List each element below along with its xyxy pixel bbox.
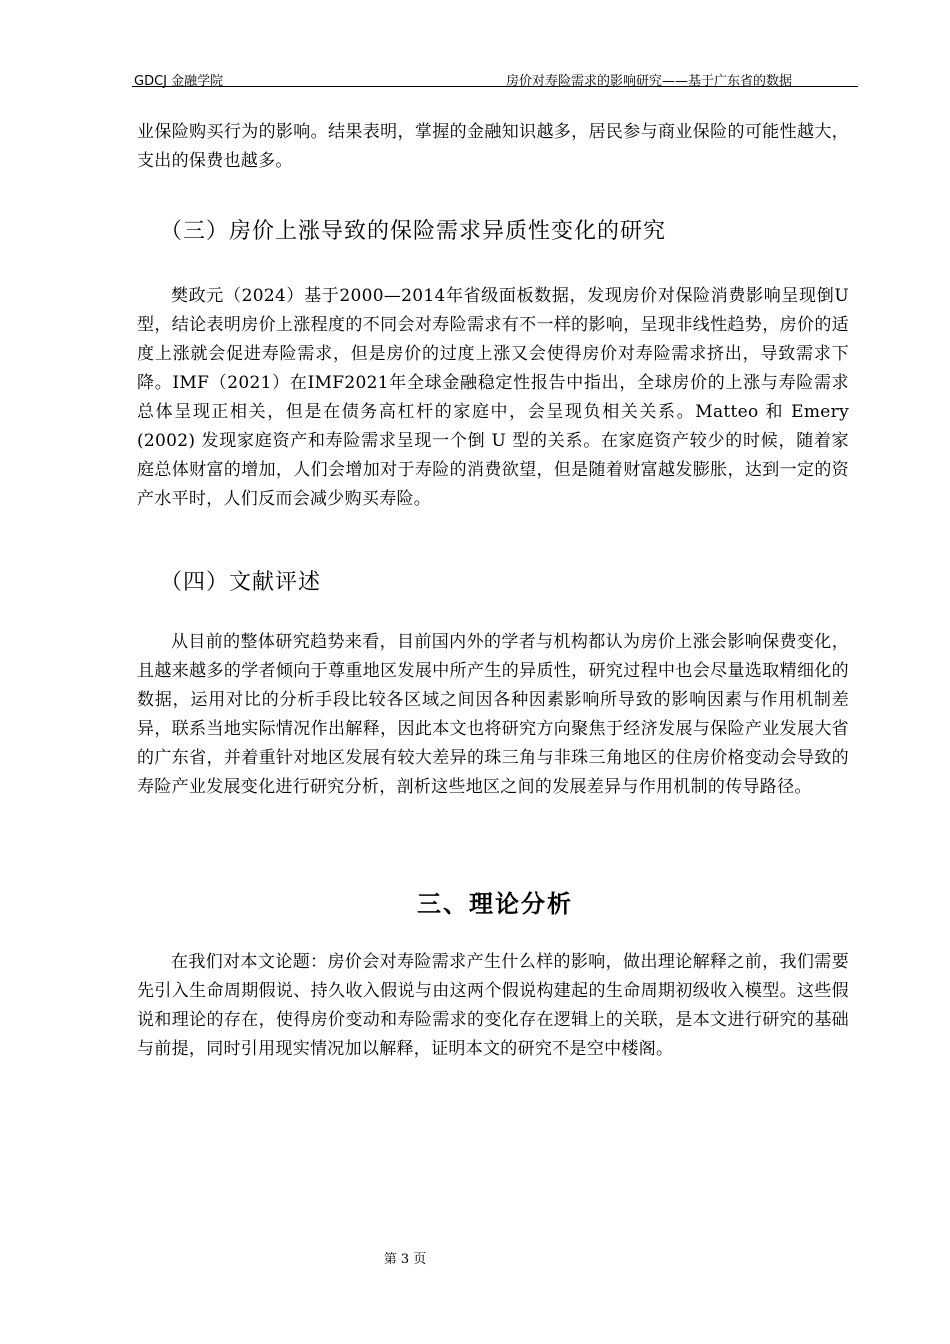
paragraph-section-3: 樊政元（2024）基于2000—2014年省级面板数据，发现房价对保险消费影响呈现倒U型，结论表明房价上涨程度的不同会对寿险需求有不一样的影响，呈现非线性趋势，房价的适度上涨就会促进寿险需求，但是房价的过度上涨又会使得房价对寿险需求挤出，导致需求下降。IMF（2021）在IMF2021年全球金融稳定性报告中指出，全球房价的上涨与寿险需求总体呈现正相关，但是在债务高杠杆的家庭中，会呈现负相关关系。Matteo 和 Emery (2002) 发现家庭资产和寿险需求呈现一个倒 U 型的关系。在家庭资产较少的时候，随着家庭总体财富的增加，人们会增加对于寿险的消费欲望，但是随着财富越发膨胀，达到一定的资产水平时，人们反而会减少购买寿险。 [137,286,849,509]
paragraph-theory: 在我们对本文论题：房价会对寿险需求产生什么样的影响，做出理论解释之前，我们需要先引入生命周期假说、持久收入假说与由这两个假说构建起的生命周期初级收入模型。这些假说和理论的存在，使得房价变动和寿险需求的变化存在逻辑上的关联，是本文进行研究的基础与前提，同时引用现实情况加以解释，证明本文的研究不是空中楼阁。 [137,952,849,1059]
header-divider [132,86,858,87]
header-paper-title: 房价对寿险需求的影响研究——基于广东省的数据 [505,74,792,89]
heading-section-4: （四）文献评述 [160,570,322,595]
paragraph-section-4: 从目前的整体研究趋势来看，目前国内外的学者与机构都认为房价上涨会影响保费变化，且越来越多的学者倾向于尊重地区发展中所产生的异质性，研究过程中也会尽量选取精细化的数据，运用对比的分析手段比较各区域之间因各种因素影响所导致的影响因素与作用机制差异，联系当地实际情况作出解释，因此本文也将研究方向聚焦于经济发展与保险产业发展大省的广东省，并着重针对地区发展有较大差异的珠三角与非珠三角地区的住房价格变动会导致的寿险产业发展变化进行研究分析，剖析这些地区之间的发展差异与作用机制的传导路径。 [137,632,849,797]
paragraph-continuation: 业保险购买行为的影响。结果表明，掌握的金融知识越多，居民参与商业保险的可能性越大，支出的保费也越多。 [137,122,849,171]
heading-section-3: （三）房价上涨导致的保险需求异质性变化的研究 [160,219,667,244]
header-school: GDCJ 金融学院 [134,74,224,89]
section-title: 三、理论分析 [417,890,573,918]
page-number: 第 3 页 [383,1252,427,1267]
